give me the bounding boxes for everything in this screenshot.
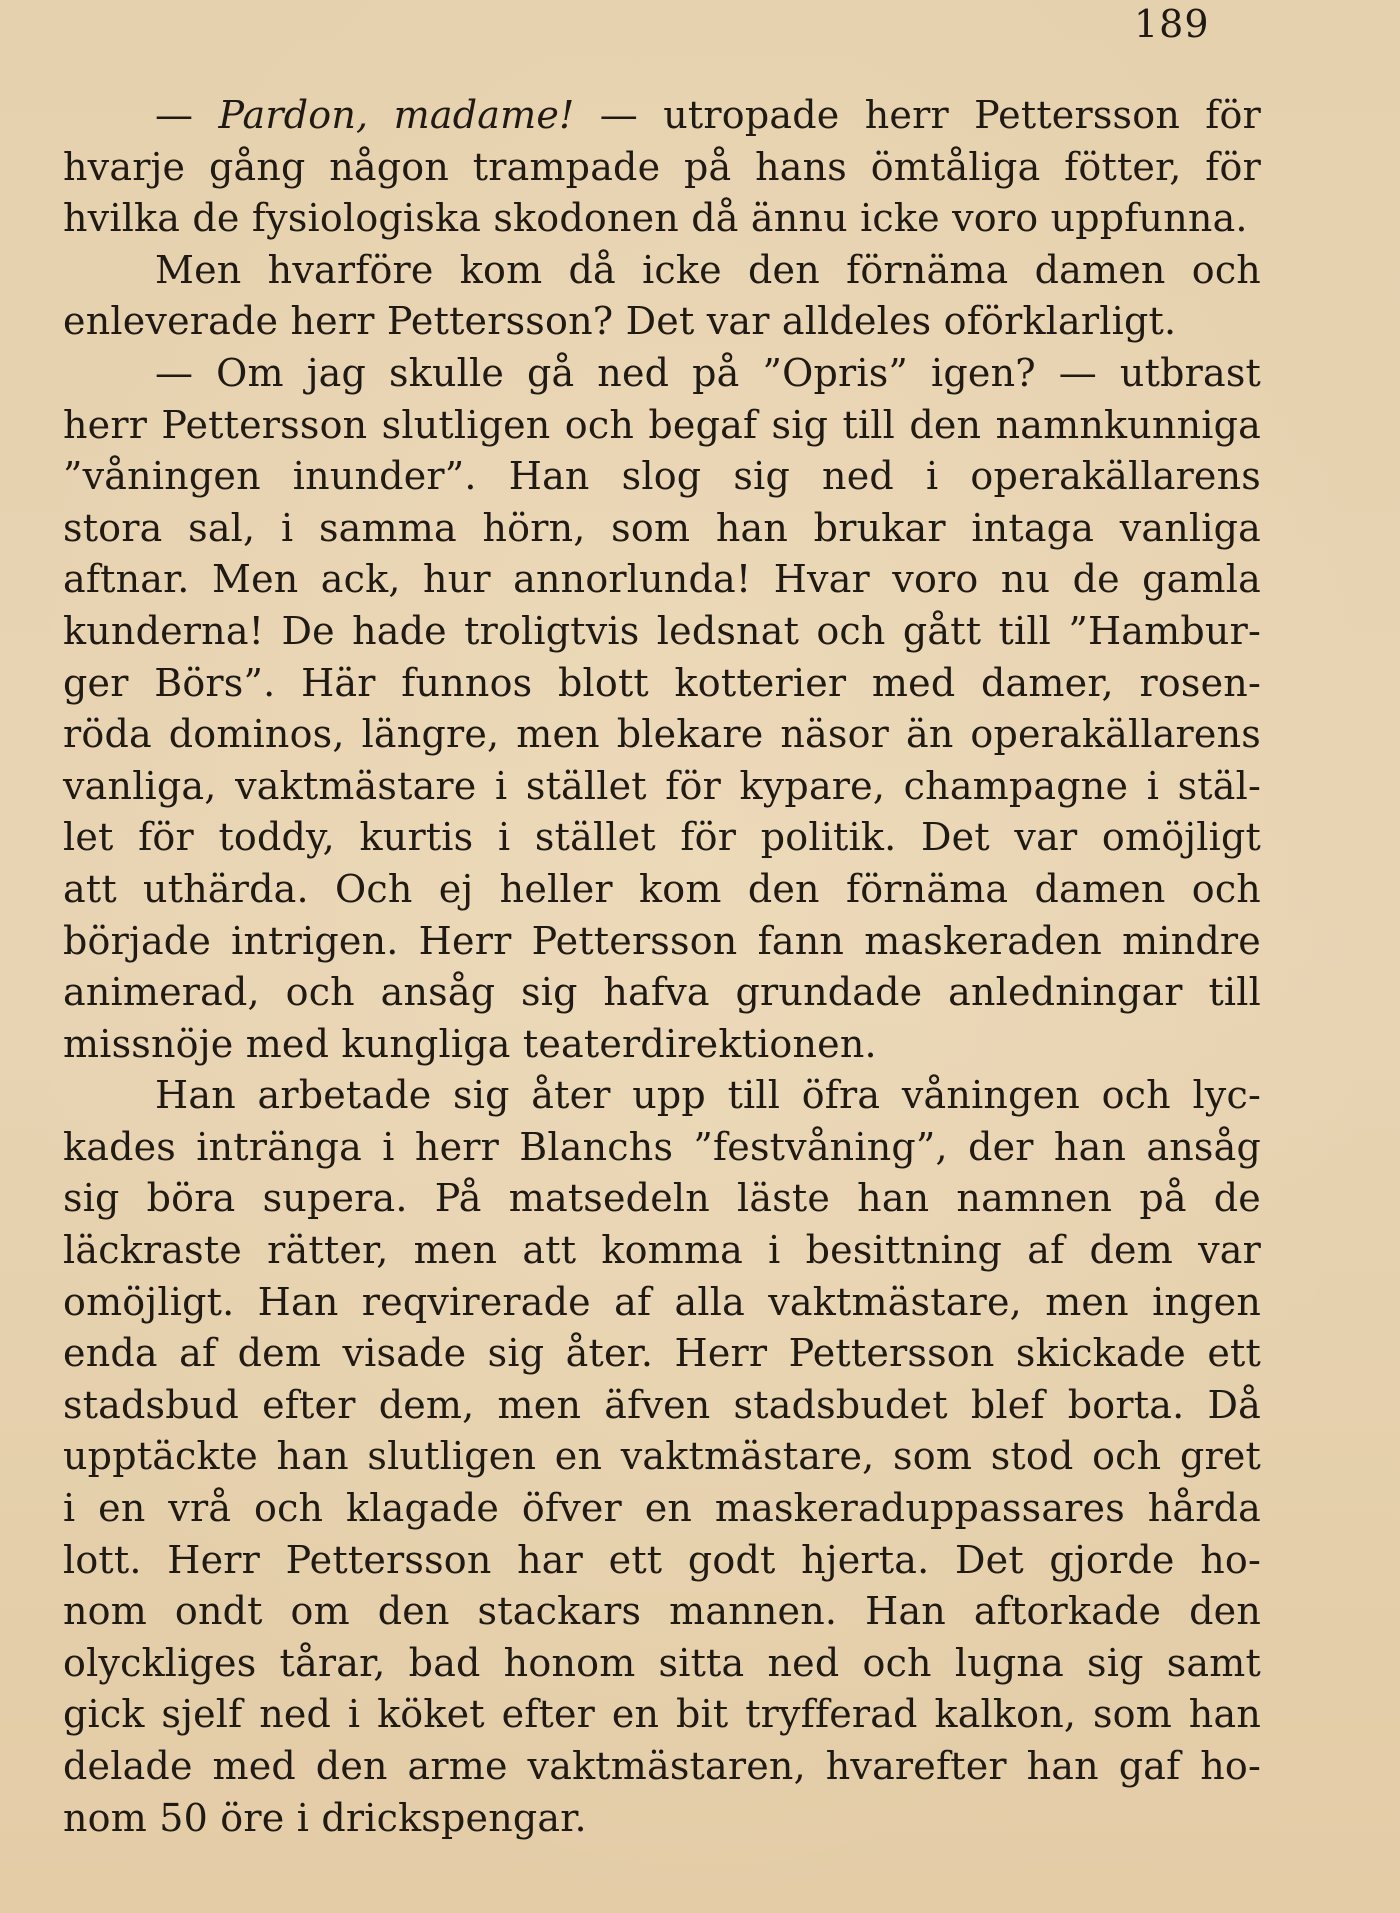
text-line: gick sjelf ned i köket efter en bit tryfferad kalkon, som han [63,1692,1261,1737]
text-line: — Pardon, madame! — utropade herr Pettersson för [155,93,1261,137]
text-line: enleverade herr Pettersson? Det var alldeles oförklarligt. [63,299,1177,344]
text-line: började intrigen. Herr Pettersson fann maskeraden mindre [63,918,1261,963]
text-line: nom 50 öre i drickspengar. [63,1795,587,1840]
text-line: sig böra supera. På matsedeln läste han namnen på de [63,1176,1261,1221]
text-line: vanliga, vaktmästare i stället för kypare, champagne i stäl- [63,763,1261,808]
text-line: Han arbetade sig åter upp till öfra våningen och lyc- [155,1073,1261,1118]
text-line: ”våningen inunder”. Han slog sig ned i operakällarens [63,454,1261,499]
page-number: 189 [1134,2,1210,46]
text-line: animerad, och ansåg sig hafva grundade anledningar till [63,970,1261,1015]
text-line: Men hvarföre kom då icke den förnäma damen och [155,247,1261,292]
text-line: hvarje gång någon trampade på hans ömtåliga fötter, för [63,144,1261,189]
text-line: ger Börs”. Här funnos blott kotterier med damer, rosen- [63,660,1261,705]
text-line: stora sal, i samma hörn, som han brukar intaga vanliga [63,505,1261,550]
body-text [63,90,1261,1844]
text-line: let för toddy, kurtis i stället för politik. Det var omöjligt [63,815,1261,860]
text-line: röda dominos, längre, men blekare näsor än operakällarens [63,712,1261,757]
text-line: enda af dem visade sig åter. Herr Pettersson skickade ett [63,1331,1261,1376]
text-line: — Om jag skulle gå ned på ”Opris” igen? — utbrast [155,350,1261,395]
text-line: aftnar. Men ack, hur annorlunda! Hvar voro nu de gamla [63,557,1261,602]
italic-phrase: Pardon, madame! [218,93,575,137]
text-line: olyckliges tårar, bad honom sitta ned och lugna sig samt [63,1640,1261,1685]
text-line: kades inträngа i herr Blanchs ”festvåning”, der han ansåg [63,1124,1261,1169]
text-line: kunderna! De hade troligtvis ledsnat och gått till ”Hambur- [63,608,1261,653]
text-line: missnöje med kungliga teaterdirektionen. [63,1021,877,1066]
text-line: hvilka de fysiologiska skodonen då ännu icke voro uppfunna. [63,196,1248,241]
text-line: stadsbud efter dem, men äfven stadsbudet blef borta. Då [63,1382,1261,1427]
text-line: läckraste rätter, men att komma i besittning af dem var [63,1228,1261,1273]
text-line: lott. Herr Pettersson har ett godt hjerta. Det gjorde ho- [63,1537,1261,1582]
text-line: i en vrå och klagade öfver en maskeraduppassares hårda [63,1486,1261,1531]
text-line: delade med den arme vaktmästaren, hvarefter han gaf ho- [63,1744,1261,1788]
text-line: upptäckte han slutligen en vaktmästare, som stod och gret [63,1434,1261,1479]
text-line: att uthärda. Och ej heller kom den förnäma damen och [63,866,1261,911]
text-line: omöjligt. Han reqvirerade af alla vaktmästare, men ingen [63,1279,1261,1324]
text-line: herr Pettersson slutligen och begaf sig till den namnkunniga [63,402,1261,447]
text-line: nom ondt om den stackars mannen. Han aftorkade den [63,1589,1261,1634]
